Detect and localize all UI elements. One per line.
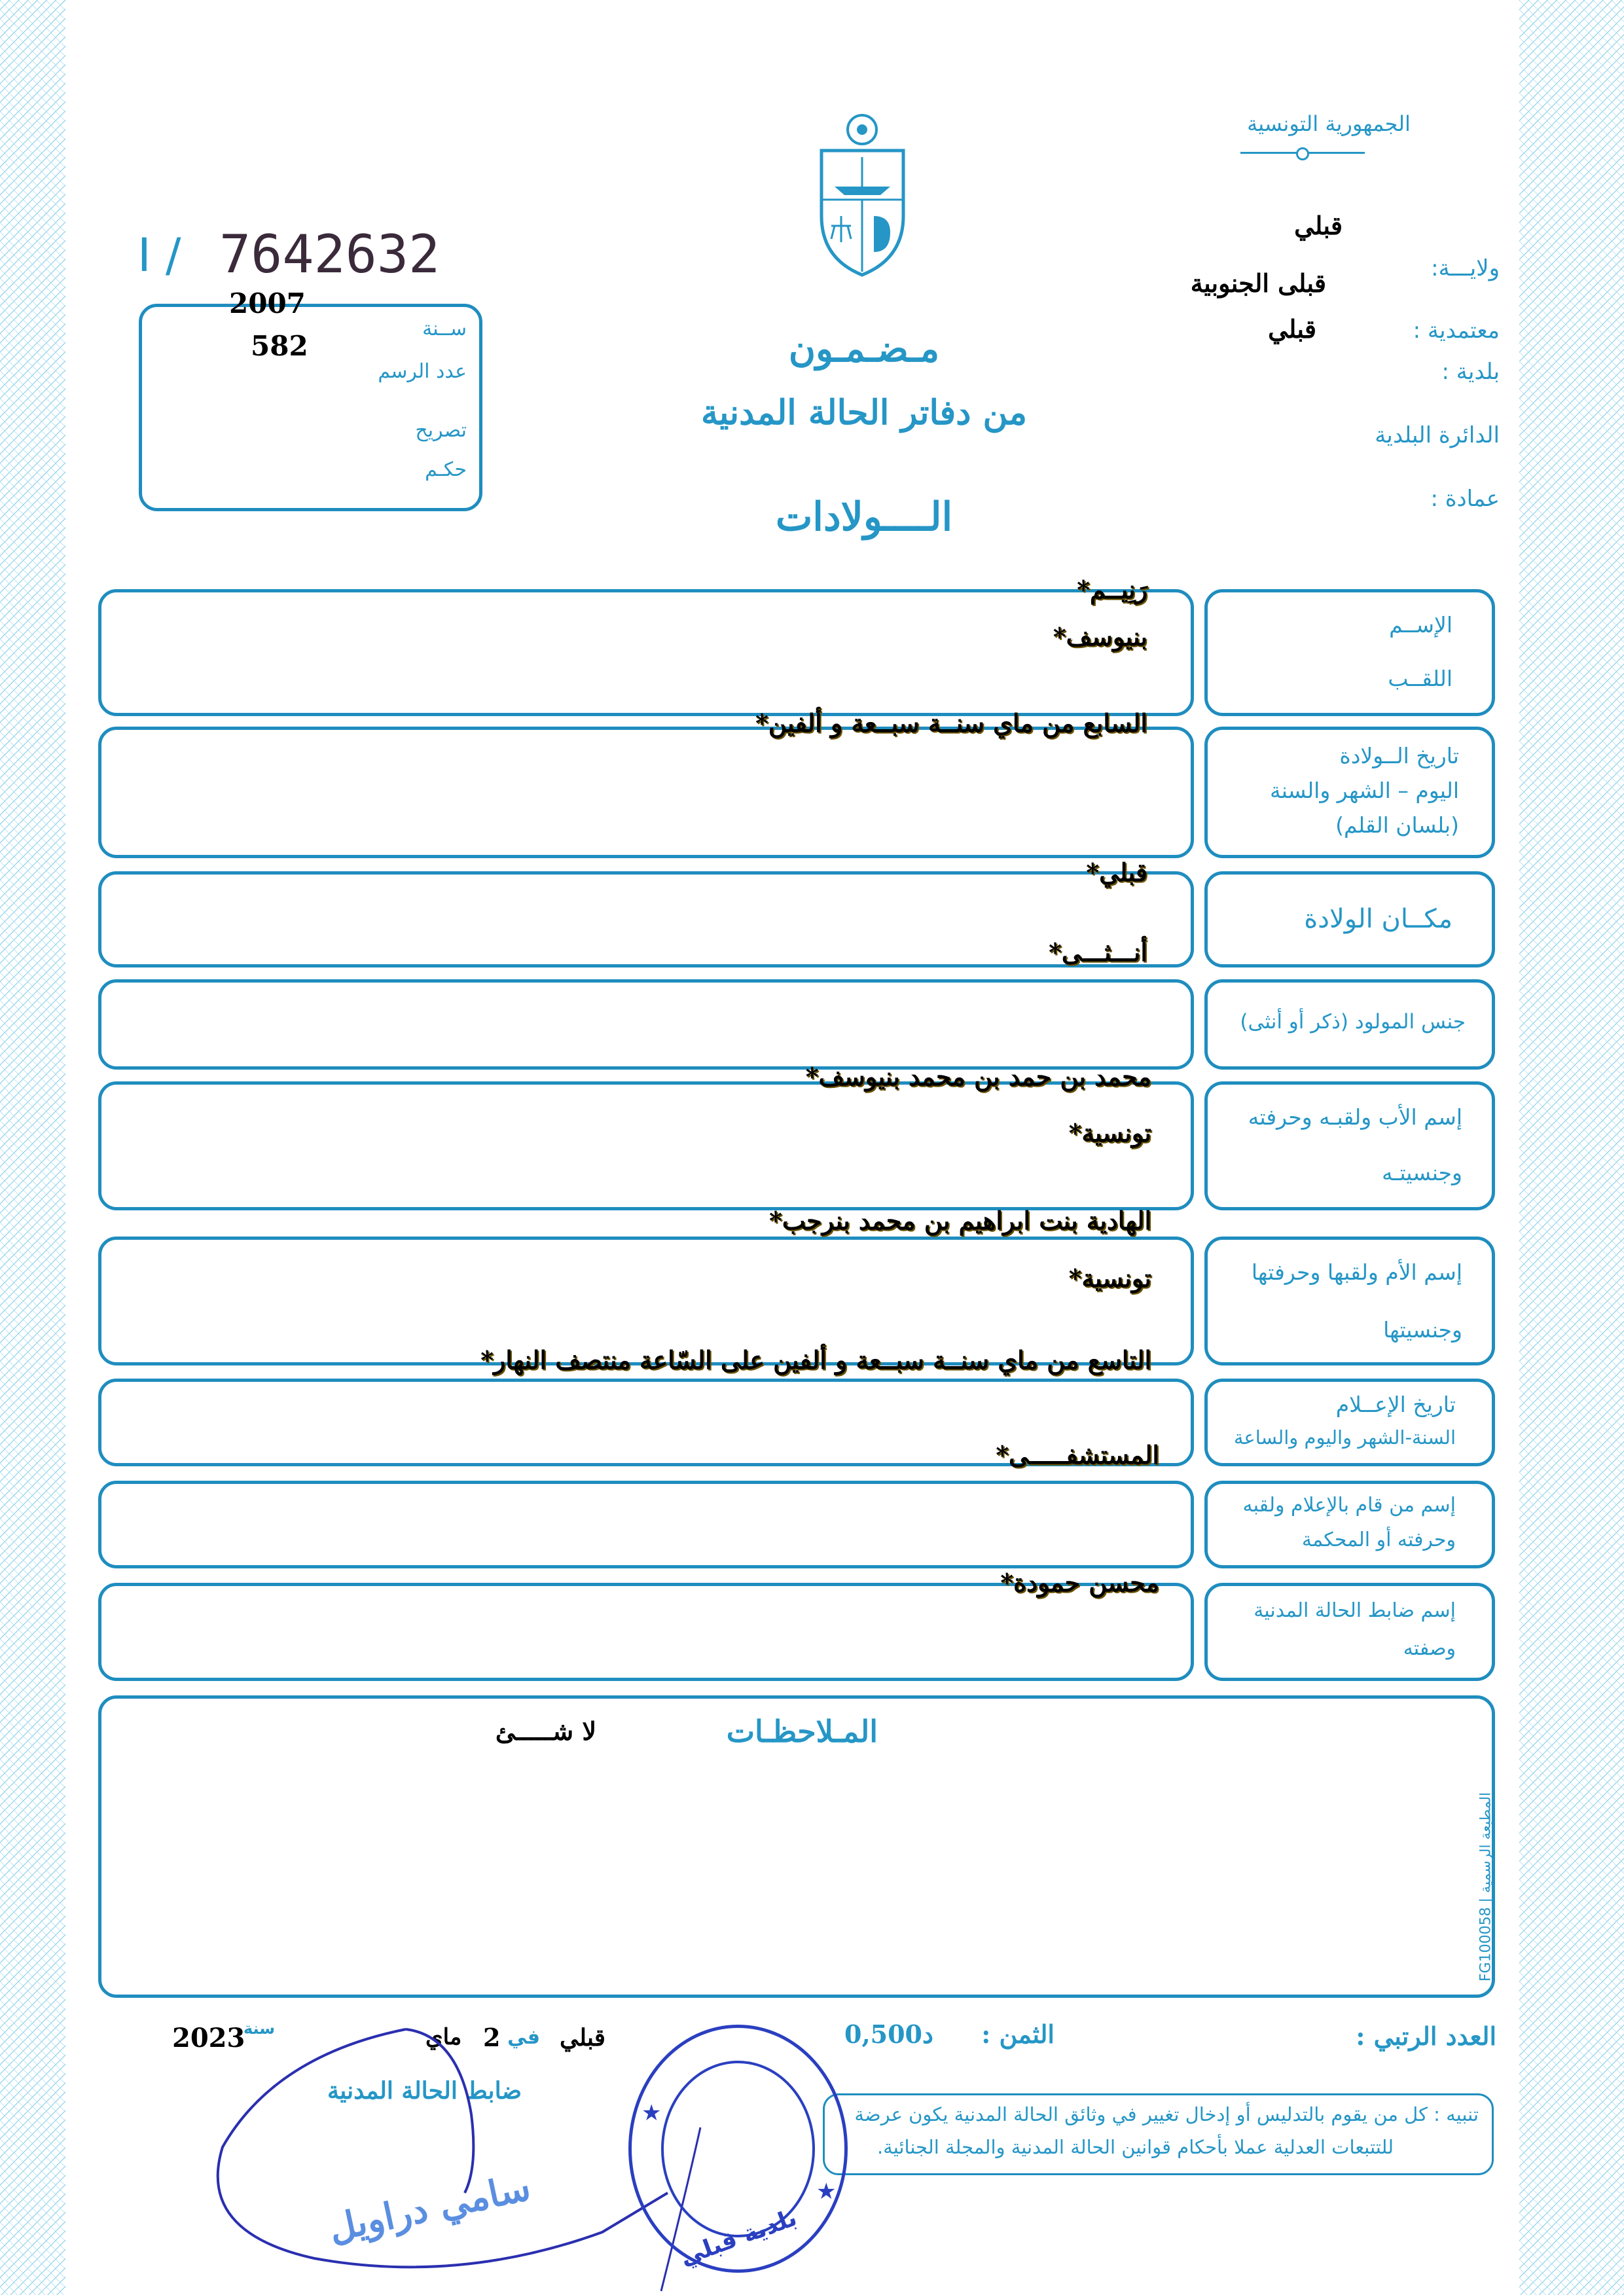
officer-signature-title: ضابط الحالة المدنية bbox=[327, 2077, 522, 2105]
mother-nationality-label: وجنسيتها bbox=[1383, 1317, 1462, 1343]
declaration-date-value: التاسع من ماي سنــة سبــعة و ألفين على السّاعة منتصف النهار* bbox=[480, 1345, 1151, 1375]
birth-date-value-box bbox=[98, 727, 1194, 858]
first-name-value: رَنِيــم* bbox=[1077, 575, 1147, 604]
father-nationality-label: وجنسيتـه bbox=[1381, 1160, 1462, 1185]
price-value: 0,500د bbox=[844, 2019, 933, 2049]
father-name-value: محمد بن حمد بن محمد بنيوسف* bbox=[805, 1062, 1151, 1091]
serial-number-label: العدد الرتبي : bbox=[1356, 2021, 1496, 2051]
declarant-label: إسم من قام بالإعلام ولقبه bbox=[1242, 1494, 1456, 1517]
declarant-occupation-label: وحرفته أو المحكمة bbox=[1301, 1528, 1456, 1551]
issue-month: ماي bbox=[425, 2024, 462, 2050]
mother-label-box bbox=[1204, 1237, 1495, 1365]
record-act-number-label: عدد الرسم bbox=[378, 360, 467, 383]
sector-label: عمادة : bbox=[1430, 486, 1500, 512]
record-judgment-label: حكـم bbox=[425, 458, 467, 481]
issue-year-label: سنة bbox=[244, 2019, 275, 2038]
sex-value-box bbox=[98, 979, 1194, 1070]
legal-notice-line-1: تنبيه : كل من يقوم بالتدليس أو إدخال تغيير في وثائق الحالة المدنية يكون عرضة bbox=[854, 2103, 1479, 2125]
declaration-date-label-box bbox=[1204, 1379, 1495, 1466]
sex-label-box bbox=[1204, 979, 1495, 1070]
birth-date-format-label: اليوم – الشهر والسنة bbox=[1270, 778, 1459, 803]
birth-place-value: قبلي* bbox=[1086, 858, 1147, 887]
delegation-label: معتمدية : bbox=[1413, 317, 1500, 344]
left-guilloche-border bbox=[0, 0, 65, 2295]
birth-date-label-box bbox=[1204, 727, 1495, 858]
republic-heading: الجمهورية التونسية bbox=[1247, 111, 1411, 136]
remarks-label: المـلاحظـات bbox=[726, 1714, 878, 1749]
officer-label-box bbox=[1204, 1583, 1495, 1681]
municipal-district-label: الدائرة البلدية bbox=[1375, 422, 1500, 448]
declaration-date-label: تاريخ الإعــلام bbox=[1335, 1392, 1456, 1417]
officer-label: إسم ضابط الحالة المدنية bbox=[1254, 1599, 1456, 1622]
signatory-name-stamp: سامي دراويل bbox=[325, 2165, 535, 2250]
record-act-number-value: 582 bbox=[251, 330, 308, 362]
divider-circle-icon bbox=[1296, 147, 1309, 160]
legal-notice-box bbox=[823, 2093, 1494, 2175]
tunisia-coat-of-arms-icon bbox=[808, 111, 916, 281]
officer-value-box bbox=[98, 1583, 1194, 1681]
record-serial-number: 7642632 bbox=[219, 224, 441, 285]
father-label-box bbox=[1204, 1081, 1495, 1210]
seal-star-icon: ★ bbox=[641, 2100, 662, 2126]
price-label: الثمن : bbox=[981, 2019, 1055, 2049]
name-label-box bbox=[1204, 589, 1495, 716]
mother-label: إسم الأم ولقبها وحرفتها bbox=[1251, 1259, 1462, 1285]
governorate-value: قبلي bbox=[1294, 211, 1343, 240]
sex-label: جنس المولود (ذكر أو أنثى) bbox=[1240, 1010, 1466, 1034]
father-label: إسم الأب ولقبـه وحرفته bbox=[1248, 1104, 1462, 1130]
seal-star-icon: ★ bbox=[816, 2178, 837, 2205]
printer-mark: المطبعة الرسمية | FG100058 bbox=[1477, 1792, 1494, 1982]
record-prefix: I / bbox=[137, 228, 181, 282]
issue-day: 2 bbox=[483, 2023, 501, 2052]
name-value-box bbox=[98, 589, 1194, 716]
first-name-label: الإســم bbox=[1389, 612, 1453, 638]
sex-value: أنـــثـــى* bbox=[1049, 937, 1147, 967]
municipal-seal bbox=[628, 2025, 848, 2273]
birth-place-label: مكــان الولادة bbox=[1304, 904, 1453, 934]
seal-text: بلدية قبلي bbox=[676, 2204, 801, 2271]
declarant-value: المستشفـــــى* bbox=[996, 1440, 1159, 1470]
issue-place: قبلي bbox=[560, 2024, 605, 2051]
municipality-value: قبلي bbox=[1268, 314, 1316, 344]
issue-in-label: في bbox=[507, 2026, 540, 2049]
governorate-label: ولايـــة: bbox=[1431, 255, 1500, 281]
declaration-date-format-label: السنة-الشهر واليوم والساعة bbox=[1233, 1426, 1456, 1449]
record-year-label: ســنة bbox=[422, 317, 467, 340]
delegation-value: قبلى الجنوبية bbox=[1190, 268, 1326, 298]
father-nationality-value: تونسية* bbox=[1068, 1118, 1151, 1148]
mother-nationality-value: تونسية* bbox=[1068, 1263, 1151, 1293]
surname-label: اللقــب bbox=[1388, 666, 1453, 691]
declarant-value-box bbox=[98, 1481, 1194, 1568]
birth-date-in-words-label: (بلسان القلم) bbox=[1335, 812, 1459, 838]
legal-notice-line-2: للتتبعات العدلية عملا بأحكام قوانين الحالة المدنية والمجلة الجنائية. bbox=[876, 2136, 1394, 2158]
issue-year: 2023 bbox=[172, 2023, 245, 2053]
document-title: مـضـمـون bbox=[788, 327, 940, 370]
birth-date-label: تاريخ الــولادة bbox=[1339, 743, 1459, 768]
document-subtitle: من دفاتر الحالة المدنية bbox=[701, 393, 1027, 433]
record-declaration-label: تصريح bbox=[415, 419, 467, 442]
birth-place-label-box bbox=[1204, 871, 1495, 967]
right-guilloche-border bbox=[1519, 0, 1624, 2295]
municipality-label: بلدية : bbox=[1441, 359, 1500, 385]
birth-place-value-box bbox=[98, 871, 1194, 967]
remarks-value: لا شـــــئ bbox=[495, 1716, 596, 1746]
mother-name-value: الهادية بنت ابراهيم بن محمد بنرجب* bbox=[768, 1206, 1151, 1235]
father-value-box bbox=[98, 1081, 1194, 1210]
declarant-label-box bbox=[1204, 1481, 1495, 1568]
birth-date-value: السابع من ماي سنــة سبــعة و ألفين* bbox=[755, 708, 1147, 738]
officer-value: محسن حمودة* bbox=[1000, 1568, 1159, 1597]
officer-title-label: وصفته bbox=[1403, 1637, 1456, 1660]
section-title-births: الــــولادات bbox=[775, 494, 953, 540]
surname-value: بنيوسف* bbox=[1053, 622, 1147, 651]
record-year-value: 2007 bbox=[229, 287, 306, 319]
